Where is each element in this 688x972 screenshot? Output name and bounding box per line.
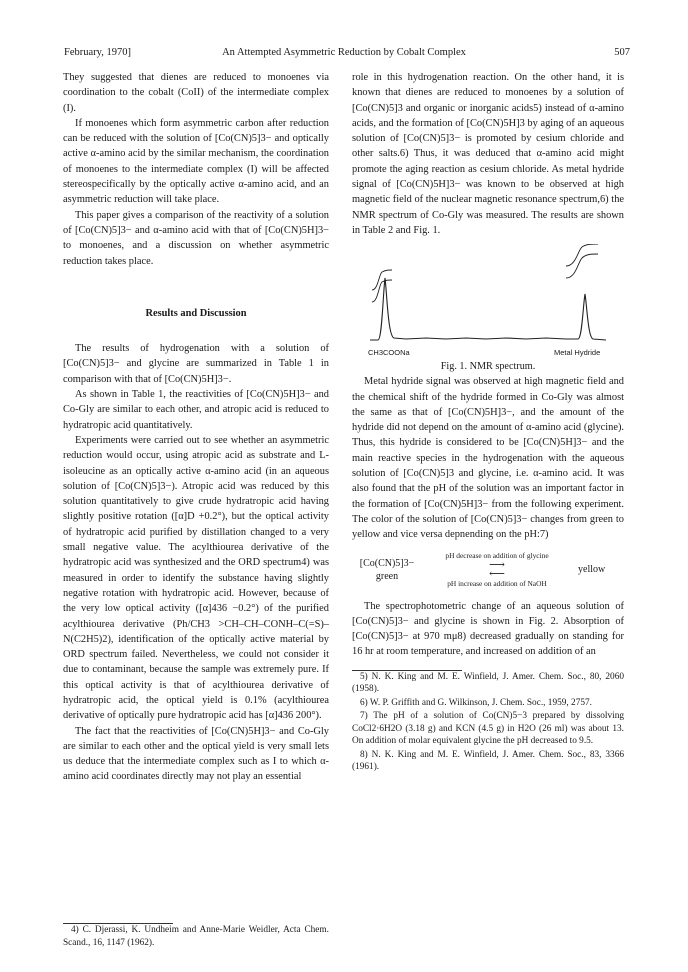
footnotes-left [63, 923, 329, 950]
integral-curve [372, 280, 392, 302]
left-arrow-icon: ⟵ [489, 567, 505, 580]
arrow-condition: pH increase on addition of NaOH [447, 578, 547, 588]
running-header-title: An Attempted Asymmetric Reduction by Cobalt Complex [222, 47, 466, 58]
page-number: 507 [614, 47, 630, 58]
right-column [352, 70, 624, 775]
footnote: 6) W. P. Griffith and G. Wilkinson, J. Chem. Soc., 1959, 2757. [360, 697, 592, 708]
equilibrium-arrows [422, 551, 572, 589]
left-column [63, 70, 329, 785]
paragraph: Experiments were carried out to see whether an asymmetric reduction would occur, using atropic acid as substrate and L-isoleucine as an optically active α-amino acid (in an aqueous solution of [Co(CN)5]3−). Atropic acid was reduced by this solution quantitatively to give crude hydratropic acid having slightly positive rotation ([α]D +0.2°), but the optical activity of hydratropic acid purified by distillation changed to a very small negative value. The acylthiourea derivative of the hydratropic acid was synthesized and the ORD spectrum4) was measured in order to identify the substance having slightly negative rotation with hydratropic acid. However, because of the very low optical activity ([α]436 −0.2°) of the purified acylthiourea derivative (Ph/CH3 >CH–CH–CONH–C(=S)–N(C2H5)2), identification of the optically active material by ORD spectrum failed. Nevertheless, we could not consider it due to contaminant, because the sample was extremely pure. If this optical activity is that of acylthiourea derivative of hydratropic acid, the optical yield is 0.1% (acylthiourea derivative of optically pure hydratropic acid has [α]436 200°). [63, 434, 329, 722]
peak-label: CH3COONa [368, 348, 410, 358]
paragraph: The fact that the reactivities of [Co(CN)5H]3− and Co-Gly are similar to each other and the optical yield is very small lets us deduce that the intermediate complex such as I to which α-amino acid coordinates directly may not play an essential [63, 725, 329, 783]
scheme-reactant [352, 557, 422, 583]
footnote: 8) N. K. King and M. E. Winfield, J. Amer. Chem. Soc., 83, 3366 (1961). [352, 749, 624, 773]
peak-label: Metal Hydride [554, 348, 601, 358]
section-heading: Results and Discussion [145, 307, 247, 319]
equilibrium-scheme [352, 551, 624, 589]
nmr-figure [352, 244, 624, 374]
footnote: 4) C. Djerassi, K. Undheim and Anne-Marie Weidler, Acta Chem. Scand., 16, 1147 (1962). [63, 925, 329, 948]
color-label: green [375, 570, 399, 582]
paragraph: If monoenes which form asymmetric carbon after reduction can be reduced with the solution of [Co(CN)5]3− and optically active α-amino acid by the similar mechanism, the coordination of monoenes to the intermediate complex (I) will be affected stereospecifically by the optically active α-amino acid, and an asymmetric reduction will take place. [63, 117, 329, 206]
footnote: 7) The pH of a solution of Co(CN)5−3 prepared by dissolving CoCl2·6H2O (3.18 g) and KCN (4.5 g) in H2O (26 ml) was about 13. On addition of molar equivalent glycine the pH decreased to 9.5. [352, 711, 624, 747]
spectrum-trace [370, 278, 606, 340]
paragraph: Metal hydride signal was observed at high magnetic field and the chemical shift of the hydride formed in Co-Gly was almost the same as that of [Co(CN)5H]3−, and the amount of the hydride did not depend on the amount of α-amino acid (glycine). Thus, this hydride is considered to be [Co(CN)5H]3− and the main reactive species in the hydrogenation with the aqueous solution of [Co(CN)5]3 and glycine, i.e. α-amino acid. It was also found that the pH of the solution was an important factor in the formation of [Co(CN)5H]3− from the following experiment. The color of the solution of [Co(CN)5]3− changes from green to yellow and vice versa depnending on the pH:7) [352, 376, 624, 541]
right-arrow-icon: ⟶ [489, 558, 505, 571]
integral-curve [566, 254, 598, 278]
complex-formula: [Co(CN)5]3− [359, 557, 415, 569]
paragraph: The results of hydrogenation with a solution of [Co(CN)5]3− and glycine are summarized in Table 1 in comparison with that of [Co(CN)5H]3−. [63, 343, 329, 385]
scheme-product: yellow [578, 563, 606, 575]
footnotes-right [352, 670, 624, 774]
running-header-date: February, 1970] [64, 47, 131, 58]
paragraph: role in this hydrogenation reaction. On the other hand, it is known that dienes are reduced to monoenes by a solution of [Co(CN)5]3 and organic or inorganic acids5) instead of α-amino acids, and the formation of [Co(CN)5H]3 by aging of an aqueous solution of [Co(CN)5]3− is promoted by cesium chloride and other salts.6) Thus, it was deduced that α-amino acid might promote the aging reaction as cesium chloride. As metal hydride signal of [Co(CN)5H]3− was known to be observed at high magnetic field of the nuclear magnetic resonance spectrum,6) the NMR spectrum of Co-Gly was measured. The results are shown in Table 2 and Fig. 1. [352, 72, 624, 236]
paragraph: As shown in Table 1, the reactivities of [Co(CN)5H]3− and Co-Gly are similar to each other, and atropic acid is reduced to hydratropic acid quantitatively. [63, 389, 329, 431]
nmr-spectrum-plot [366, 244, 616, 348]
paragraph: They suggested that dienes are reduced to monoenes via coordination to the cobalt (CoII) of the intermediate complex (I). [63, 72, 329, 114]
paragraph: This paper gives a comparison of the reactivity of a solution of [Co(CN)5]3− and α-amino acid with that of [Co(CN)5H]3− to monoenes, and a discussion on whether asymmetric reduction takes place. [63, 209, 329, 267]
figure-caption: Fig. 1. NMR spectrum. [440, 361, 536, 373]
footnote: 5) N. K. King and M. E. Winfield, J. Amer. Chem. Soc., 80, 2060 (1958). [352, 671, 624, 695]
paragraph: The spectrophotometric change of an aqueous solution of [Co(CN)5]3− and glycine is shown in Fig. 2. Absorption of [Co(CN)5]3− at 970 mμ8) decreased gradually on standing for 16 hr at room temperature, and increased on addition of an [352, 600, 624, 658]
arrow-condition: pH decrease on addition of glycine [445, 550, 549, 560]
integral-curve [566, 244, 598, 266]
